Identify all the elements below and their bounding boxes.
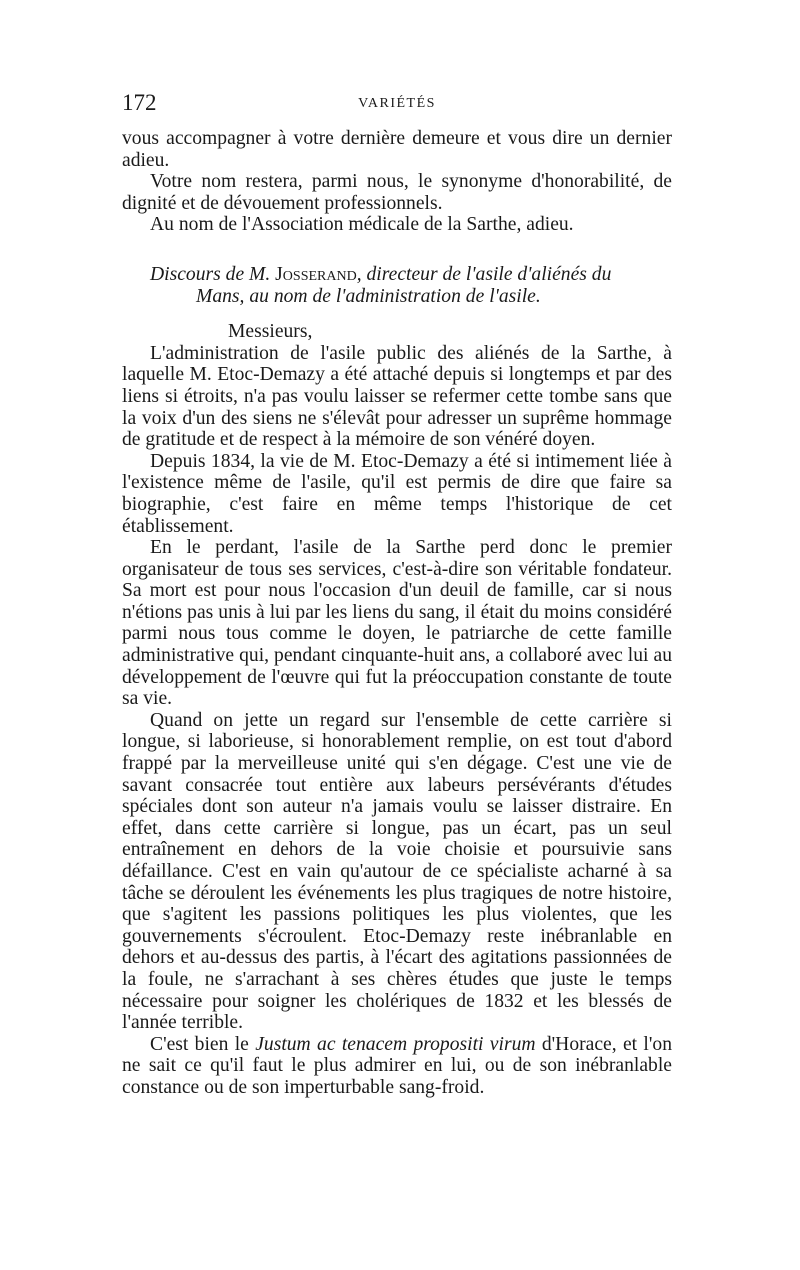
section-title-after: , directeur de l'asile d'aliénés du [356,263,612,285]
speech-p5-after: d'Horace, et l'on ne sait ce qu'il faut le plus admirer en lui, ou de son inébranlable constance ou de son imperturbable sang-froid. [122,1033,672,1098]
section-heading [122,264,672,307]
speech-paragraph-4: Quand on jette un regard sur l'ensemble de cette carrière si longue, si laborieuse, si honorablement remplie, on est tout d'abord frappé par la merveilleuse unité qui s'en dégage. C'est une vie de savant consacrée tout entière aux labeurs persévérants d'études spéciales dont son auteur n'a jamais voulu se laisser distraire. En effet, dans cette carrière si longue, pas un écart, pas un seul entraînement en dehors de la voie choisie et poursuivie sans défaillance. C'est en vain qu'autour de ce spécialiste acharné à sa tâche se déroulent les événements les plus tragiques de notre histoire, que s'agitent les passions politiques les plus violentes, que les gouvernements s'écroulent. Etoc-Demazy reste inébranlable en dehors et au-dessus des partis, à l'écart des agitations passionnées de la foule, ne s'arrachant à ses chères études que juste le temps nécessaire pour soigner les cholériques de 1832 et les blessés de l'année terrible. [122,709,672,1034]
page-body [122,128,672,1099]
speaker-name: Josserand [275,263,357,285]
paragraph-opening-continuation: vous accompagner à votre dernière demeure et vous dire un dernier adieu. [122,128,672,171]
speech-paragraph-1: L'administration de l'asile public des aliénés de la Sarthe, à laquelle M. Etoc-Demazy a été attaché depuis si longtemps et par des liens si étroits, n'a pas voulu laisser se refermer cette tombe sans que la voix d'un des siens ne s'élevât pour adresser un suprême hommage de gratitude et de respect à la mémoire de son vénéré doyen. [122,342,672,451]
speech-paragraph-2: Depuis 1834, la vie de M. Etoc-Demazy a été si intimement liée à l'existence même de l'asile, qu'il est permis de dire que faire sa biographie, c'est faire en même temps l'historique de cet établissement. [122,450,672,537]
paragraph-farewell: Au nom de l'Association médicale de la Sarthe, adieu. [150,214,574,236]
page-number: 172 [122,90,157,115]
speech-p5-before: C'est bien le [150,1033,256,1055]
section-title-line2: Mans, au nom de l'administration de l'asile. [196,285,541,307]
section-title-before: Discours de M. [150,263,276,285]
salutation: Messieurs, [228,321,313,343]
paragraph-name-remains: Votre nom restera, parmi nous, le synonyme d'honorabilité, de dignité et de dévouement professionnels. [122,171,672,214]
horace-quote: Justum ac tenacem propositi virum [255,1033,536,1055]
speech-paragraph-3: En le perdant, l'asile de la Sarthe perd donc le premier organisateur de tous ses services, c'est-à-dire son véritable fondateur. Sa mort est pour nous l'occasion d'un deuil de famille, car si nous n'étions pas unis à lui par les liens du sang, il était du moins considéré parmi nous tous comme le doyen, le patriarche de cette famille administrative qui, pendant cinquante-huit ans, a collaboré avec lui au développement de l'œuvre qui fut la préoccupation constante de toute sa vie. [122,537,672,710]
speech-paragraph-5 [122,1034,672,1099]
running-head: VARIÉTÉS [358,96,436,111]
section-title-line1 [122,264,672,286]
page-header [122,90,672,120]
